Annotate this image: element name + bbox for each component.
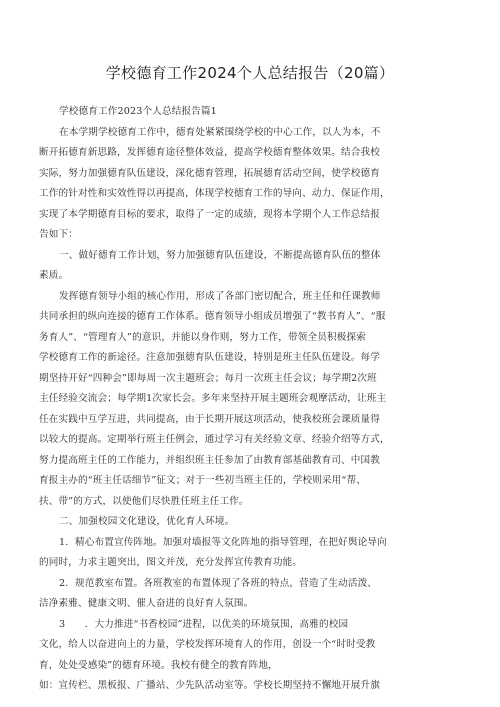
text-line: 扶、带”的方式，以使他们尽快胜任班主任工作。 xyxy=(39,495,249,507)
text-line: 以较大的提高。定期举行班主任例会，通过学习有关经验文章、经验介绍等方式， xyxy=(39,434,390,445)
text-line: 育，处处受感染”的德育环境。我校有健全的教育阵地， xyxy=(39,659,278,671)
text-line: 2．规范教室布置。各班教室的布置体现了各班的特点，营造了生动活泼、 xyxy=(59,577,378,589)
text-line: 在本学期学校德育工作中，德育处紧紧围绕学校的中心工作，以人为本，不 xyxy=(59,126,381,138)
text-line: 主任经验交流会；每学期1次家长会。多年来坚持开展主题班会观摩活动，让班主 xyxy=(39,393,387,404)
text-line: 任在实践中互学互进，共同提高，由于长期开展这项活动，使我校班会课质量得 xyxy=(39,413,381,425)
text-line: 如：宣传栏、黑板报、广播站、少先队活动室等。学校长期坚持不懈地开展升旗 xyxy=(39,680,381,691)
text-line: 共同承担的纵向连接的德育工作体系。德育领导小组成员增强了“教书育人”、“服 xyxy=(39,311,386,322)
text-line: 务育人”、“管理育人”的意识，并能以身作则，努力工作，带领全员积极探索 xyxy=(39,331,366,343)
text-line: 实际，努力加强德育队伍建设，深化德育管理，拓展德育活动空间，使学校德育 xyxy=(39,167,381,179)
text-line: 实现了本学期德育目标的要求，取得了一定的成绩，现将本学期个人工作总结报 xyxy=(39,208,381,220)
text-line: 工作的针对性和实效性得以再提高，体现学校德育工作的导向、动力、保证作用， xyxy=(39,188,390,199)
text-line: 断开拓德育新思路，发挥德育途径整体效益，提高学校德育整体效果。结合我校 xyxy=(39,147,381,158)
text-line: 1．精心布置宣传阵地。加强对墙报等文化阵地的指导管理，在把好舆论导向 xyxy=(59,536,387,548)
text-line: 二、加强校园文化建设，优化育人环境。 xyxy=(59,516,235,527)
text-line: 努力提高班主任的工作能力，并组织班主任参加了由教育部基础教育司、中国教 xyxy=(39,454,381,466)
text-line: 洁净素雅、健康文明、催人奋进的良好育人氛围。 xyxy=(39,598,254,609)
document-title: 学校德育工作2024个人总结报告（20篇） xyxy=(105,64,395,82)
text-line: 学校德育工作的新途径。注意加强德育队伍建设，特别是班主任队伍建设。每学 xyxy=(39,352,381,363)
text-line: 3 ．大力推进“书香校园”进程，以优美的环境氛围，高雅的校园 xyxy=(59,618,349,630)
text-line: 素质。 xyxy=(39,270,69,281)
text-line: 学校德育工作2023个人总结报告篇1 xyxy=(59,106,217,117)
text-line: 期坚持开好“四种会”即每周一次主题班会；每月一次班主任会议；每学期2次班 xyxy=(39,372,377,384)
text-line: 的同时，力求主题突出，图文并茂，充分发挥宣传教育功能。 xyxy=(39,557,303,568)
text-line: 一、做好德育工作计划，努力加强德育队伍建设，不断提高德育队伍的整体 xyxy=(59,249,381,261)
text-line: 育报主办的“班主任话细节”征文；对于一些初当班主任的，学校则采用“帮、 xyxy=(39,475,366,486)
document-body xyxy=(39,102,479,697)
text-line: 文化，给人以奋进向上的力量，学校发挥环境育人的作用，创设一个“时时受教 xyxy=(39,639,376,650)
text-line: 发挥德育领导小组的核心作用，形成了各部门密切配合，班主任和任课教师 xyxy=(59,290,381,302)
text-line: 告如下： xyxy=(39,229,78,240)
